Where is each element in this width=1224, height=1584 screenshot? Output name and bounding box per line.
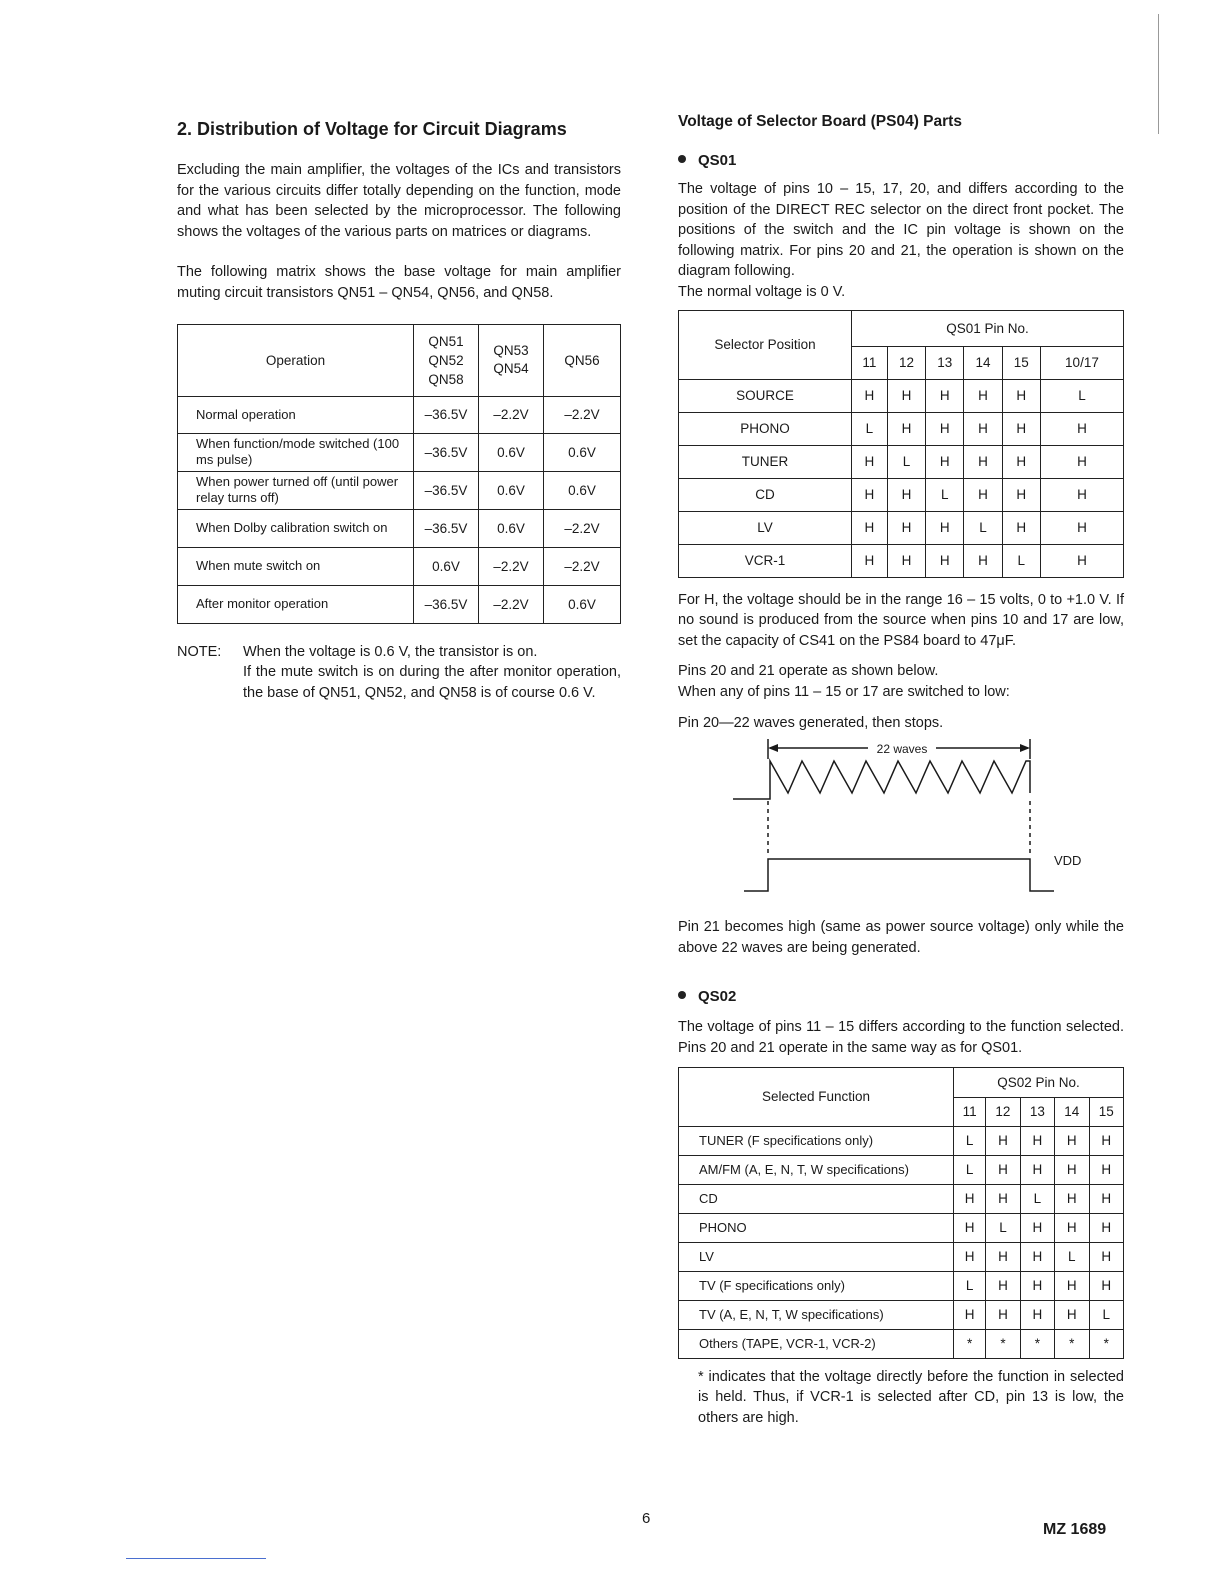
header-qn56: QN56 <box>544 324 621 396</box>
qs01-label: QS01 <box>678 152 1124 169</box>
pin20-line: Pin 20—22 waves generated, then stops. <box>678 714 944 731</box>
header-qn51-52-58: QN51 QN52 QN58 <box>414 324 479 396</box>
footnote: * indicates that the voltage directly before the function in selected is held. Thus, if VCR-1 is selected after CD, pin 13 is low, the others are high. <box>698 1368 1124 1426</box>
pin-number-row: 11 12 13 14 15 <box>679 1097 1124 1126</box>
table-row: TUNER (F specifications only) L H H H H <box>679 1126 1124 1155</box>
pins-operate-line: Pins 20 and 21 operate as shown below. <box>678 663 939 680</box>
muting-voltage-table <box>177 324 621 624</box>
table-row: PHONO L H H H H H <box>679 412 1124 445</box>
table-row: When function/mode switched (100 ms pulse) –36.5V 0.6V 0.6V <box>178 433 621 471</box>
qs02-pin-table <box>678 1067 1124 1359</box>
qs01-paragraph: The voltage of pins 10 – 15, 17, 20, and differs according to the position of the DIRECT REC selector on the direct front pocket. The positions of the switch and the IC pin voltage is shown on the following matrix. For pins 20 and 21, the operation is shown on the diagram following. <box>678 181 1124 280</box>
table-row: LV H H H L H H <box>679 511 1124 544</box>
h-voltage-paragraph: For H, the voltage should be in the range 16 – 15 volts, 0 to +1.0 V. If no sound is produced from the source when pins 10 and 17 are low, set the capacity of CS41 on the PS84 board to 47μF. <box>678 591 1124 649</box>
vdd-label: VDD <box>1054 853 1082 869</box>
note-body: When the voltage is 0.6 V, the transistor is on. If the mute switch is on during the after monitor operation, the base of QN51, QN52, and QN58 is of course 0.6 V. <box>243 643 621 701</box>
left-column <box>177 118 621 703</box>
pins-low-line: When any of pins 11 – 15 or 17 are switched to low: <box>678 683 1010 700</box>
intro-paragraph: Excluding the main amplifier, the voltages of the ICs and transistors for the various circuits differ totally depending on the function, mode and what has been selected by the microprocessor. The following shows the voltages of the various parts on matrices or diagrams. <box>177 162 621 240</box>
bullet-icon <box>678 991 686 999</box>
right-column <box>678 112 1124 1428</box>
matrix-intro-paragraph: The following matrix shows the base voltage for main amplifier muting circuit transistors QN51 – QN54, QN56, and QN58. <box>177 264 621 301</box>
table-row: PHONO H L H H H <box>679 1213 1124 1242</box>
header-qs01-pin-no: QS01 Pin No. <box>852 310 1124 346</box>
section-heading: 2. Distribution of Voltage for Circuit Diagrams <box>177 119 567 139</box>
qs01-pin-table <box>678 310 1124 578</box>
waves-label: 22 waves <box>876 742 928 757</box>
note-label: NOTE: <box>177 643 222 660</box>
margin-line <box>1158 14 1159 134</box>
pin20-21-waveform-diagram <box>678 733 1124 911</box>
table-row: VCR-1 H H H H L H <box>679 544 1124 577</box>
table-row: TV (F specifications only) L H H H H <box>679 1271 1124 1300</box>
header-selector-position: Selector Position <box>679 310 852 379</box>
note-block <box>177 642 621 704</box>
pin21-paragraph: Pin 21 becomes high (same as power source voltage) only while the above 22 waves are being generated. <box>678 919 1124 956</box>
table-row: When mute switch on 0.6V –2.2V –2.2V <box>178 547 621 585</box>
qs01-normal-voltage: The normal voltage is 0 V. <box>678 283 846 300</box>
table-row: After monitor operation –36.5V –2.2V 0.6V <box>178 585 621 623</box>
qs02-label: QS02 <box>678 988 1124 1005</box>
table-row: TV (A, E, N, T, W specifications) H H H H L <box>679 1300 1124 1329</box>
link-underline <box>126 1558 266 1559</box>
table-row: CD H H L H H H <box>679 478 1124 511</box>
table-row: When Dolby calibration switch on –36.5V 0.6V –2.2V <box>178 509 621 547</box>
table-row: TUNER H L H H H H <box>679 445 1124 478</box>
header-operation: Operation <box>178 324 414 396</box>
table-row: Normal operation –36.5V –2.2V –2.2V <box>178 396 621 433</box>
header-qs02-pin-no: QS02 Pin No. <box>954 1067 1124 1097</box>
document-code: MZ 1689 <box>1043 1521 1107 1538</box>
table-row: SOURCE H H H H H L <box>679 379 1124 412</box>
header-selected-function: Selected Function <box>679 1067 954 1126</box>
bullet-icon <box>678 155 686 163</box>
table-row: Others (TAPE, VCR-1, VCR-2) * * * * * <box>679 1329 1124 1358</box>
table-row: When power turned off (until power relay turns off) –36.5V 0.6V 0.6V <box>178 471 621 509</box>
qs02-paragraph: The voltage of pins 11 – 15 differs according to the function selected. Pins 20 and 21 operate in the same way as for QS01. <box>678 1019 1124 1056</box>
table-row: LV H H H L H <box>679 1242 1124 1271</box>
header-qn53-54: QN53 QN54 <box>479 324 544 396</box>
page-number: 6 <box>642 1510 651 1527</box>
table-header-row <box>178 324 621 396</box>
table-row: CD H H L H H <box>679 1184 1124 1213</box>
table-row: AM/FM (A, E, N, T, W specifications) L H H H H <box>679 1155 1124 1184</box>
selector-heading: Voltage of Selector Board (PS04) Parts <box>678 113 962 130</box>
pin-number-row: 11 12 13 14 15 10/17 <box>679 346 1124 379</box>
